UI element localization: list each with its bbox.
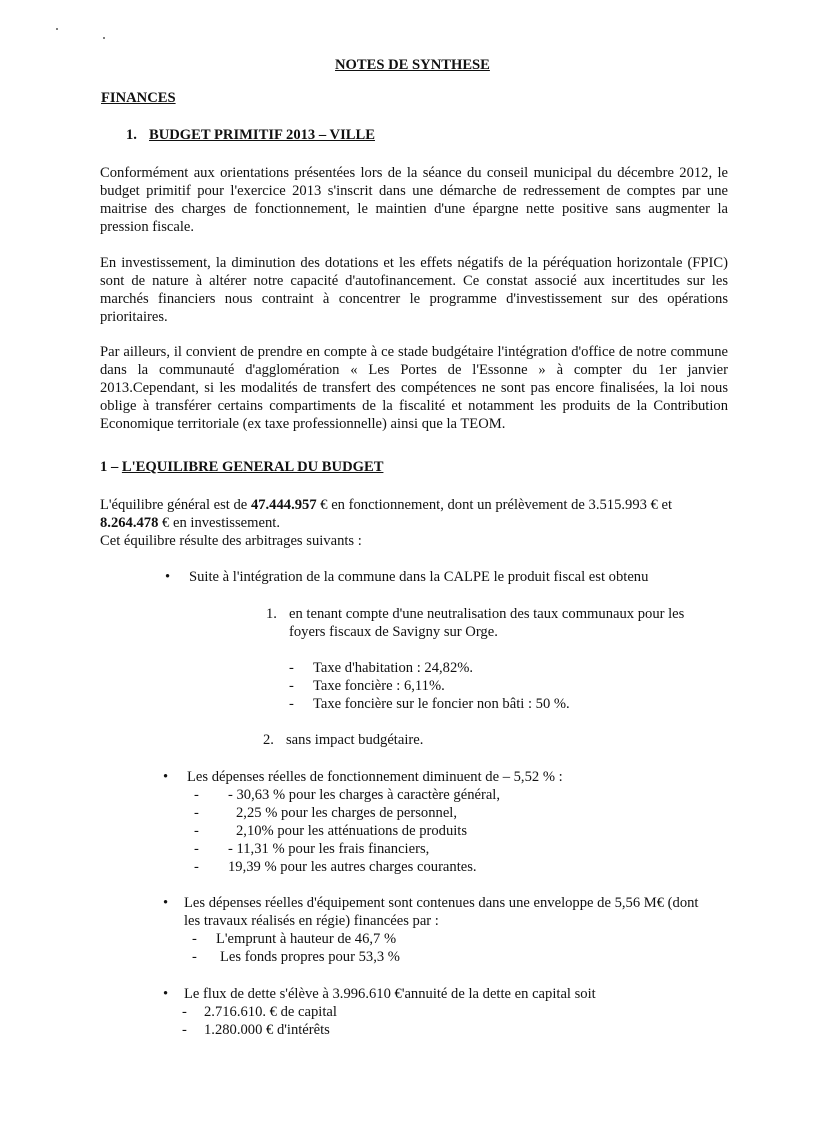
dash-bullet: - [194,841,199,857]
numbered-1-line-1: en tenant compte d'une neutralisation des taux communaux pour les [289,606,685,622]
scan-speck [103,37,105,39]
depense-item: 19,39 % pour les autres charges courantes. [228,859,477,875]
dette-item: 1.280.000 € d'intérêts [204,1022,330,1038]
dash-bullet: - [289,660,294,676]
subsection-number: 1. [126,127,137,143]
equilibre-heading [100,458,383,476]
numbered-1-line-2: foyers fiscaux de Savigny sur Orge. [289,624,498,640]
subsection-title: BUDGET PRIMITIF 2013 – VILLE [149,127,375,143]
section-heading: FINANCES [101,90,176,106]
bullet-4-glyph: • [163,986,169,1002]
tax-item: Taxe foncière : 6,11%. [313,678,445,694]
bullet-1-glyph: • [165,569,171,585]
amount-fonctionnement: 47.444.957 [250,497,317,513]
depense-item: - 11,31 % pour les frais financiers, [228,841,430,857]
dash-bullet: - [182,1022,187,1038]
dash-bullet: - [194,805,199,821]
bullet-2-text: Les dépenses réelles de fonctionnement diminuent de – 5,52 % : [187,769,563,785]
financement-item: Les fonds propres pour 53,3 % [220,949,400,965]
equilibre-heading-prefix: 1 – [100,459,122,475]
depense-item: - 30,63 % pour les charges à caractère général, [228,787,501,803]
bullet-3-glyph: • [163,895,169,911]
depense-item: 2,10% pour les atténuations de produits [236,823,468,839]
financement-item: L'emprunt à hauteur de 46,7 % [216,931,397,947]
dash-bullet: - [289,678,294,694]
dette-item: 2.716.610. € de capital [204,1004,337,1020]
equilibre-line-2: 8.264.478 € en investissement. [100,515,280,531]
amount-investissement: 8.264.478 [100,515,159,531]
dash-bullet: - [194,787,199,803]
equilibre-heading-text: L'EQUILIBRE GENERAL DU BUDGET [121,459,384,475]
dash-bullet: - [192,931,197,947]
numbered-2-marker: 2. [263,732,274,748]
paragraph-investissement: En investissement, la diminution des dotations et les effets négatifs de la péréquation horizontale (FPIC) sont de nature à altérer notre capacité d'autofinancement. Ce constat associé aux incertitudes sur les marchés financiers nous contraint à concentrer le programme d'investissement sur des opérations prioritaires. [100,255,728,325]
tax-item: Taxe foncière sur le foncier non bâti : 50 %. [313,696,570,712]
dash-bullet: - [182,1004,187,1020]
dash-bullet: - [289,696,294,712]
page-title: NOTES DE SYNTHESE [335,57,490,73]
bullet-2-glyph: • [163,769,169,785]
equilibre-line-3: Cet équilibre résulte des arbitrages suivants : [100,533,362,549]
paragraph-intro: Conformément aux orientations présentées lors de la séance du conseil municipal du décembre 2012, le budget primitif pour l'exercice 2013 s'inscrit dans une démarche de redressement de comptes par une maitrise des charges de fonctionnement, le maintien d'une épargne nette positive sans augmenter la pression fiscale. [100,165,728,235]
bullet-3-line-1: Les dépenses réelles d'équipement sont contenues dans une enveloppe de 5,56 M€ (dont [184,895,699,911]
equilibre-line-1: L'équilibre général est de 47.444.957 € en fonctionnement, dont un prélèvement de 3.515.993 € et [100,497,673,513]
dash-bullet: - [194,823,199,839]
bullet-1-text: Suite à l'intégration de la commune dans la CALPE le produit fiscal est obtenu [189,569,649,585]
numbered-1-marker: 1. [266,606,277,622]
numbered-2-text: sans impact budgétaire. [286,732,424,748]
dash-bullet: - [194,859,199,875]
depense-item: 2,25 % pour les charges de personnel, [236,805,458,821]
scan-speck [56,28,58,30]
tax-item: Taxe d'habitation : 24,82%. [313,660,474,676]
bullet-3-line-2: les travaux réalisés en régie) financées par : [184,913,439,929]
paragraph-agglomeration: Par ailleurs, il convient de prendre en compte à ce stade budgétaire l'intégration d'office de notre commune dans la communauté d'agglomération « Les Portes de l'Essonne » à compter du 1er janvier 2013.Cependant, si les modalités de transfert des compétences ne sont pas encore finalisées, la loi nous oblige à transférer certains compartiments de la fiscalité et notamment les produits de la Contribution Economique territoriale (ex taxe professionnelle) ainsi que la TEOM. [100,344,728,432]
dash-bullet: - [192,949,197,965]
bullet-4-text: Le flux de dette s'élève à 3.996.610 €'annuité de la dette en capital soit [184,986,596,1002]
